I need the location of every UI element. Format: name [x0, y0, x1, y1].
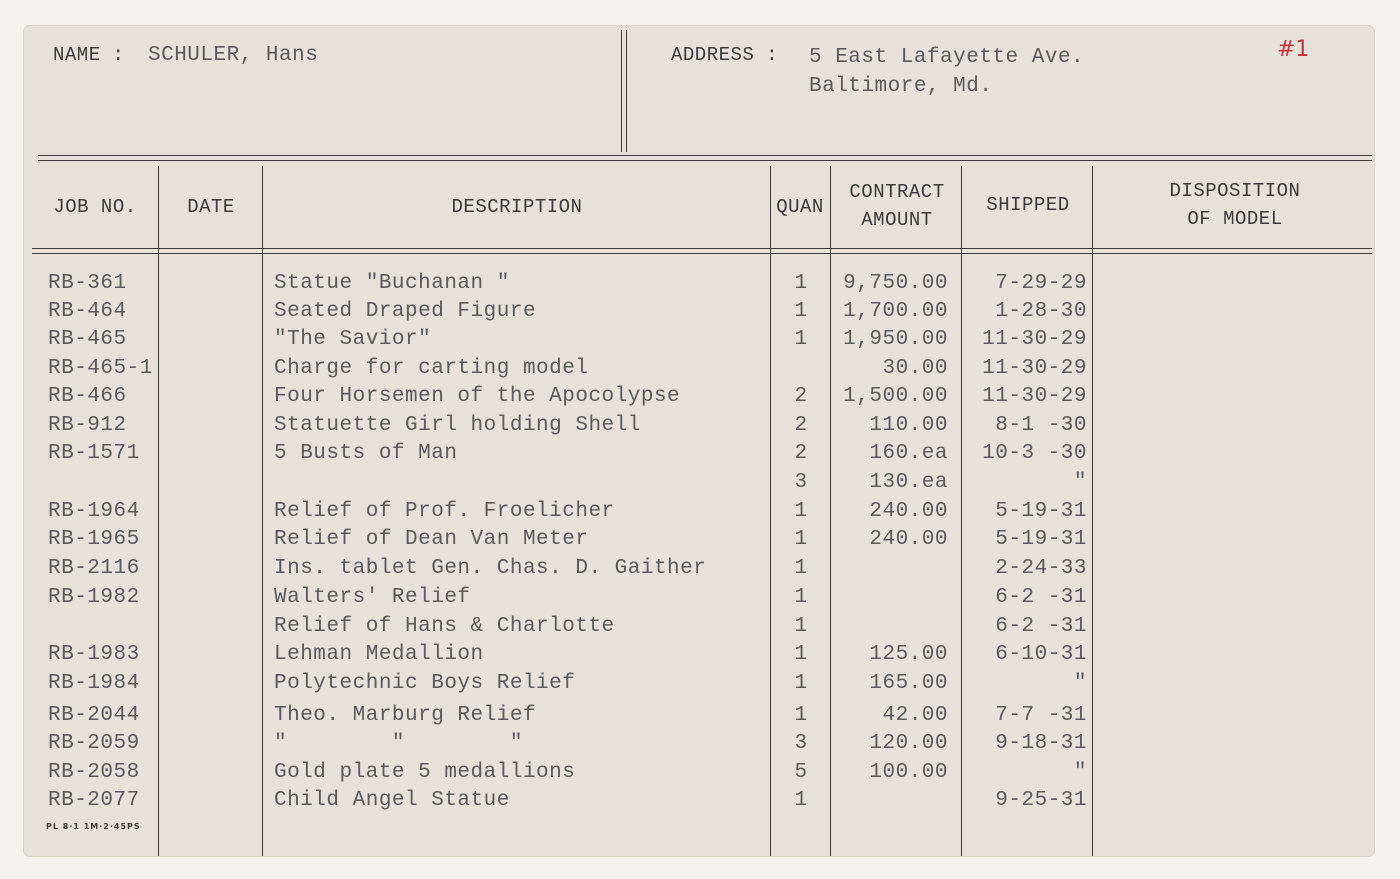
quantity: 3 — [794, 732, 808, 755]
description: Charge for carting model — [274, 357, 589, 380]
shipped-date: 7-7 -31 — [995, 704, 1087, 727]
shipped-date: " — [1073, 672, 1087, 695]
contract-amount: 240.00 — [869, 528, 948, 551]
description: 5 Busts of Man — [274, 442, 458, 465]
description: Statuette Girl holding Shell — [274, 414, 641, 437]
column-header-contract: CONTRACT — [849, 181, 945, 203]
description: Four Horsemen of the Apocolypse — [274, 385, 681, 408]
shipped-date: 9-18-31 — [995, 732, 1087, 755]
contract-amount: 120.00 — [869, 732, 948, 755]
contract-amount: 1,950.00 — [843, 328, 948, 351]
job-number: RB-465-1 — [48, 357, 153, 380]
quantity: 3 — [794, 471, 808, 494]
form-code: PL 8·1 1M·2·45PS — [46, 822, 141, 831]
description: Seated Draped Figure — [274, 300, 537, 323]
name-value: SCHULER, Hans — [148, 44, 319, 67]
address-line-1: 5 East Lafayette Ave. — [809, 46, 1085, 69]
quantity: 2 — [794, 442, 808, 465]
column-header-disposition: DISPOSITION — [1169, 180, 1301, 202]
job-number: RB-1983 — [48, 643, 140, 666]
quantity: 1 — [794, 586, 808, 609]
shipped-date: 1-28-30 — [995, 300, 1087, 323]
contract-amount: 1,700.00 — [843, 300, 948, 323]
contract-amount: 160.ea — [869, 442, 948, 465]
column-header-rule — [32, 248, 1372, 254]
address-label: ADDRESS : — [671, 44, 779, 66]
description: Gold plate 5 medallions — [274, 761, 576, 784]
column-header-of-model: OF MODEL — [1187, 208, 1283, 230]
description: Walters' Relief — [274, 586, 471, 609]
quantity: 1 — [794, 528, 808, 551]
column-header-date: DATE — [187, 196, 235, 218]
contract-amount: 130.ea — [869, 471, 948, 494]
shipped-date: 11-30-29 — [982, 357, 1087, 380]
shipped-date: 7-29-29 — [995, 272, 1087, 295]
job-number: RB-1965 — [48, 528, 140, 551]
quantity: 1 — [794, 272, 808, 295]
shipped-date: 5-19-31 — [995, 528, 1087, 551]
column-header-job-no: JOB NO. — [53, 196, 137, 218]
quantity: 1 — [794, 789, 808, 812]
job-number: RB-466 — [48, 385, 127, 408]
contract-amount: 125.00 — [869, 643, 948, 666]
shipped-date: 6-2 -31 — [995, 586, 1087, 609]
column-divider — [262, 166, 263, 856]
shipped-date: 10-3 -30 — [982, 442, 1087, 465]
quantity: 1 — [794, 704, 808, 727]
description: Relief of Dean Van Meter — [274, 528, 589, 551]
quantity: 2 — [794, 414, 808, 437]
shipped-date: 2-24-33 — [995, 557, 1087, 580]
shipped-date: 11-30-29 — [982, 385, 1087, 408]
description: Child Angel Statue — [274, 789, 510, 812]
description: Polytechnic Boys Relief — [274, 672, 576, 695]
contract-amount: 240.00 — [869, 500, 948, 523]
shipped-date: " — [1073, 471, 1087, 494]
column-header-quan: QUAN — [776, 196, 824, 218]
header-divider — [621, 30, 627, 152]
quantity: 1 — [794, 500, 808, 523]
contract-amount: 30.00 — [882, 357, 948, 380]
contract-amount: 9,750.00 — [843, 272, 948, 295]
description: "The Savior" — [274, 328, 432, 351]
column-divider — [770, 166, 771, 856]
description: Relief of Prof. Froelicher — [274, 500, 615, 523]
contract-amount: 1,500.00 — [843, 385, 948, 408]
quantity: 1 — [794, 557, 808, 580]
quantity: 1 — [794, 328, 808, 351]
job-number: RB-2077 — [48, 789, 140, 812]
shipped-date: " — [1073, 761, 1087, 784]
contract-amount: 165.00 — [869, 672, 948, 695]
column-divider — [961, 166, 962, 856]
job-number: RB-2116 — [48, 557, 140, 580]
job-number: RB-2044 — [48, 704, 140, 727]
description: Relief of Hans & Charlotte — [274, 615, 615, 638]
job-number: RB-1964 — [48, 500, 140, 523]
quantity: 1 — [794, 643, 808, 666]
job-number: RB-2059 — [48, 732, 140, 755]
index-card — [24, 26, 1374, 856]
quantity: 5 — [794, 761, 808, 784]
header-rule — [38, 155, 1372, 161]
job-number: RB-2058 — [48, 761, 140, 784]
description: Ins. tablet Gen. Chas. D. Gaither — [274, 557, 707, 580]
shipped-date: 5-19-31 — [995, 500, 1087, 523]
shipped-date: 9-25-31 — [995, 789, 1087, 812]
card-number: #1 — [1277, 37, 1310, 62]
job-number: RB-1571 — [48, 442, 140, 465]
contract-amount: 110.00 — [869, 414, 948, 437]
quantity: 1 — [794, 672, 808, 695]
shipped-date: 8-1 -30 — [995, 414, 1087, 437]
description: " " " — [274, 732, 523, 755]
address-line-2: Baltimore, Md. — [809, 75, 993, 98]
shipped-date: 6-2 -31 — [995, 615, 1087, 638]
contract-amount: 42.00 — [882, 704, 948, 727]
description: Theo. Marburg Relief — [274, 704, 537, 727]
job-number: RB-1982 — [48, 586, 140, 609]
column-header-shipped: SHIPPED — [986, 194, 1070, 216]
quantity: 1 — [794, 300, 808, 323]
job-number: RB-912 — [48, 414, 127, 437]
job-number: RB-465 — [48, 328, 127, 351]
description: Statue "Buchanan " — [274, 272, 510, 295]
shipped-date: 6-10-31 — [995, 643, 1087, 666]
column-header-amount: AMOUNT — [861, 209, 933, 231]
column-header-description: DESCRIPTION — [451, 196, 583, 218]
job-number: RB-1984 — [48, 672, 140, 695]
job-number: RB-361 — [48, 272, 127, 295]
name-label: NAME : — [53, 44, 125, 66]
column-divider — [830, 166, 831, 856]
description: Lehman Medallion — [274, 643, 484, 666]
job-number: RB-464 — [48, 300, 127, 323]
quantity: 2 — [794, 385, 808, 408]
contract-amount: 100.00 — [869, 761, 948, 784]
column-divider — [1092, 166, 1093, 856]
shipped-date: 11-30-29 — [982, 328, 1087, 351]
quantity: 1 — [794, 615, 808, 638]
